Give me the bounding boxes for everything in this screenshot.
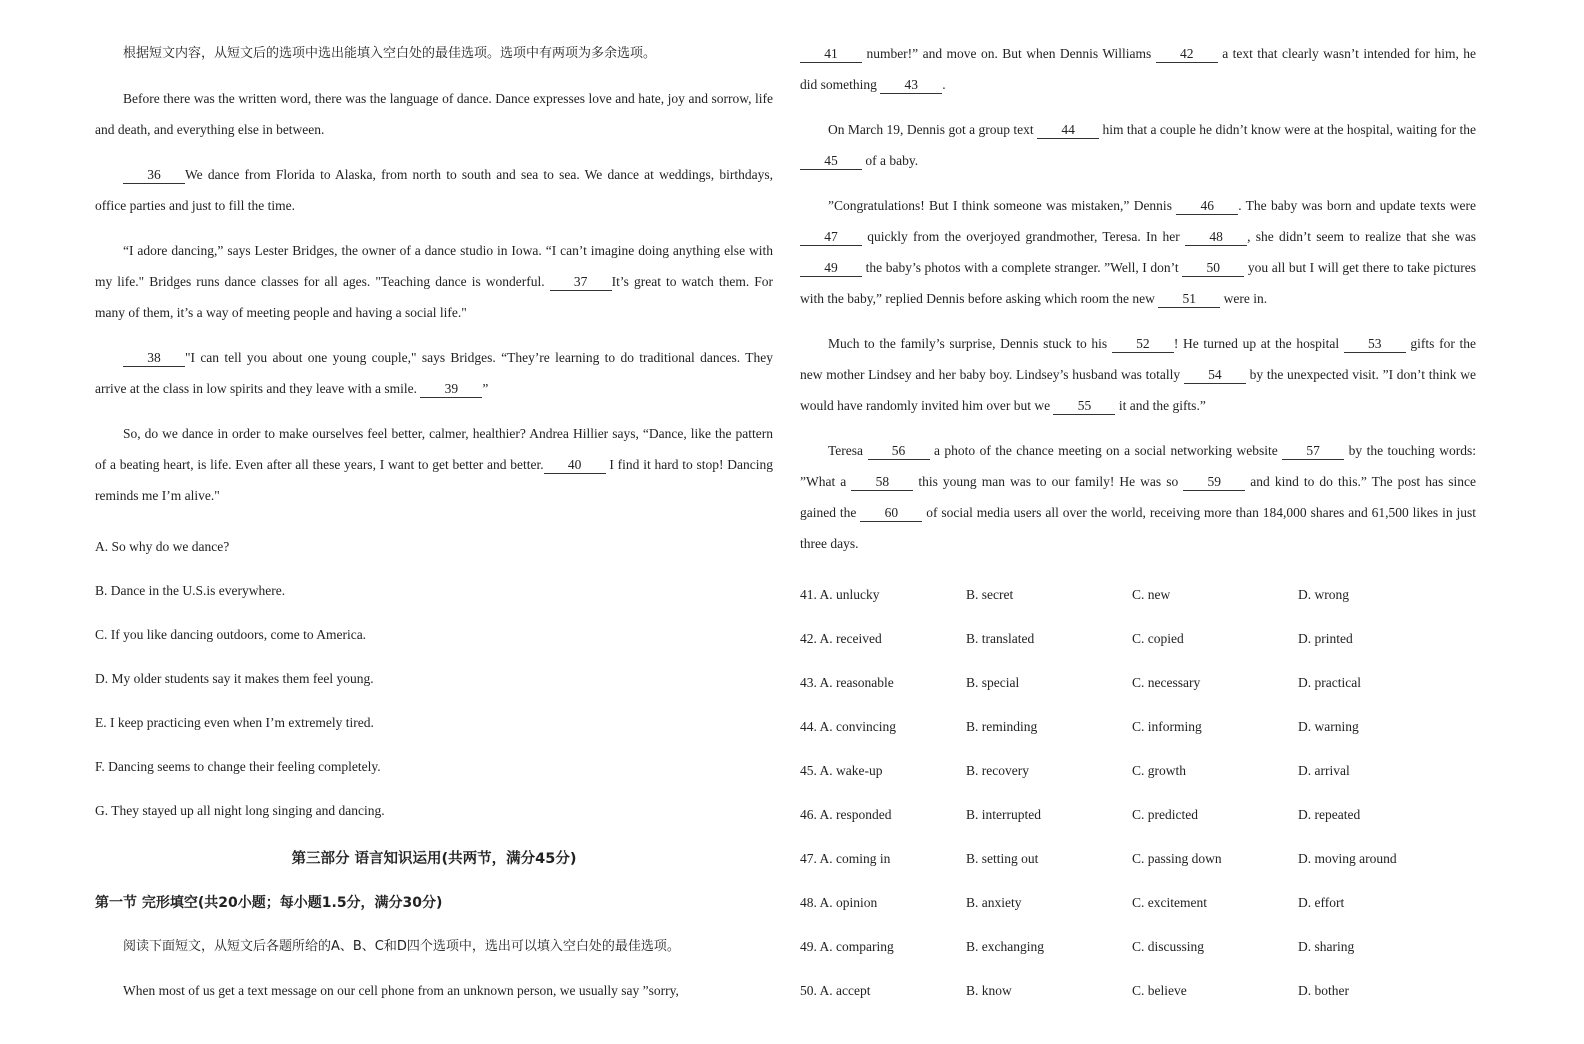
choice-row-41	[800, 573, 1476, 617]
passage-paragraph-1: Before there was the written word, there was the language of dance. Dance expresses love and hate, joy and sorrow, life and death, and everything else in between.	[95, 91, 773, 137]
choice-c: C. discussing	[1132, 939, 1205, 954]
paragraph-5-text-a: So, do we dance in order to make ourselves feel better, calmer, healthier? Andrea Hillier says, “Dance, like the pattern of a beating heart, is life. Even after all these years, I want to get better and better.	[95, 426, 773, 472]
choice-a: 44. A. convincing	[800, 719, 896, 734]
cloze-paragraph-2	[800, 114, 1476, 176]
choice-d: D. sharing	[1298, 939, 1355, 954]
blank-50: 50	[1182, 260, 1244, 277]
choice-d: D. practical	[1298, 675, 1361, 690]
choice-a: 47. A. coming in	[800, 851, 891, 866]
paragraph-2-text: We dance from Florida to Alaska, from north to south and sea to sea. We dance at weddings, birthdays, office parties and just to fill the time.	[95, 167, 773, 213]
choice-row-45	[800, 749, 1476, 793]
cloze-text: you all but I will get there to take pictures with the baby,” replied Dennis before asking which room the new	[800, 260, 1477, 306]
blank-51: 51	[1158, 291, 1220, 308]
cloze-text: a photo of the chance meeting on a social networking website	[929, 443, 1283, 458]
choice-a: 41. A. unlucky	[800, 587, 880, 602]
blank-60: 60	[860, 505, 922, 522]
choice-d: D. wrong	[1298, 587, 1349, 602]
cloze-text: the baby’s photos with a complete stranger. ”Well, I don’t	[862, 260, 1183, 275]
cloze-text: of a baby.	[862, 153, 919, 168]
choice-a: 49. A. comparing	[800, 939, 894, 954]
blank-41: 41	[800, 46, 862, 63]
cloze-text: number!” and move on. But when Dennis Williams	[862, 46, 1156, 61]
choice-d: D. repeated	[1298, 807, 1361, 822]
choice-b: B. setting out	[966, 851, 1039, 866]
choice-b: B. secret	[966, 587, 1014, 602]
reading-instruction: 根据短文内容，从短文后的选项中选出能填入空白处的最佳选项。选项中有两项为多余选项。	[123, 46, 657, 61]
choice-d: D. arrival	[1298, 763, 1350, 778]
right-column	[800, 38, 1476, 1013]
choice-a: 46. A. responded	[800, 807, 892, 822]
cloze-text: .	[942, 77, 946, 92]
choice-c: C. necessary	[1132, 675, 1201, 690]
passage-paragraph-2	[95, 159, 773, 221]
cloze-paragraph-3	[800, 190, 1476, 314]
choice-c: C. passing down	[1132, 851, 1222, 866]
option-e: E. I keep practicing even when I’m extremely tired.	[95, 715, 374, 730]
choice-b: B. reminding	[966, 719, 1038, 734]
blank-59: 59	[1183, 474, 1245, 491]
choice-d: D. effort	[1298, 895, 1345, 910]
blank-36: 36	[123, 167, 185, 184]
choice-b: B. special	[966, 675, 1020, 690]
choice-b: B. exchanging	[966, 939, 1044, 954]
choice-c: C. copied	[1132, 631, 1184, 646]
passage-paragraph-3	[95, 235, 773, 328]
cloze-text: Teresa	[828, 443, 868, 458]
part-3-heading: 第三部分 语言知识运用(共两节，满分45分)	[291, 851, 577, 867]
blank-48: 48	[1185, 229, 1247, 246]
choice-a: 48. A. opinion	[800, 895, 878, 910]
paragraph-4-text-a: "I can tell you about one young couple," says Bridges. “They’re learning to do traditional dances. They arrive at the class in low spirits and they leave with a smile.	[95, 350, 773, 396]
choice-b: B. interrupted	[966, 807, 1041, 822]
choice-row-49	[800, 925, 1476, 969]
choice-row-46	[800, 793, 1476, 837]
blank-39: 39	[420, 381, 482, 398]
blank-49: 49	[800, 260, 862, 277]
cloze-text: gifts for the new mother Lindsey and her baby boy. Lindsey’s husband was totally	[800, 336, 1476, 382]
cloze-instruction: 阅读下面短文，从短文后各题所给的A、B、C和D四个选项中，选出可以填入空白处的最佳选项。	[123, 939, 680, 954]
blank-54: 54	[1184, 367, 1246, 384]
choice-c: C. predicted	[1132, 807, 1198, 822]
left-column	[95, 38, 773, 1013]
option-d: D. My older students say it makes them feel young.	[95, 671, 374, 686]
passage-paragraph-4	[95, 342, 773, 404]
option-a: A. So why do we dance?	[95, 539, 230, 554]
passage-paragraph-5	[95, 418, 773, 511]
blank-37: 37	[550, 274, 612, 291]
blank-46: 46	[1176, 198, 1238, 215]
paragraph-3-text-b: It’s great to watch them. For many of them, it’s a way of meeting people and having a social life."	[95, 274, 773, 320]
blank-44: 44	[1037, 122, 1099, 139]
choice-row-48	[800, 881, 1476, 925]
blank-58: 58	[851, 474, 913, 491]
option-f: F. Dancing seems to change their feeling completely.	[95, 759, 381, 774]
blank-52: 52	[1112, 336, 1174, 353]
cloze-text: it and the gifts.”	[1115, 398, 1206, 413]
answer-options	[95, 525, 773, 833]
cloze-text: . The baby was born and update texts were	[1238, 198, 1476, 213]
option-b: B. Dance in the U.S.is everywhere.	[95, 583, 286, 598]
cloze-text: ! He turned up at the hospital	[1173, 336, 1344, 351]
blank-55: 55	[1053, 398, 1115, 415]
choice-b: B. know	[966, 983, 1012, 998]
blank-53: 53	[1344, 336, 1406, 353]
cloze-text: of social media users all over the world, receiving more than 184,000 shares and 61,500 likes in just three days.	[800, 505, 1476, 551]
cloze-text: , she didn’t seem to realize that she was	[1247, 229, 1476, 244]
cloze-text: Much to the family’s surprise, Dennis stuck to his	[828, 336, 1112, 351]
choice-c: C. new	[1132, 587, 1171, 602]
choice-a: 45. A. wake-up	[800, 763, 883, 778]
blank-45: 45	[800, 153, 862, 170]
cloze-text: were in.	[1220, 291, 1268, 306]
cloze-text: and kind to do this.” The post has since gained the	[800, 474, 1477, 520]
cloze-choices	[800, 573, 1476, 1013]
cloze-text: On March 19, Dennis got a group text	[828, 122, 1038, 137]
blank-57: 57	[1282, 443, 1344, 460]
cloze-text: him that a couple he didn’t know were at the hospital, waiting for the	[1099, 122, 1476, 137]
choice-d: D. bother	[1298, 983, 1349, 998]
blank-38: 38	[123, 350, 185, 367]
choice-b: B. translated	[966, 631, 1035, 646]
choice-a: 43. A. reasonable	[800, 675, 894, 690]
choice-d: D. printed	[1298, 631, 1353, 646]
choice-b: B. recovery	[966, 763, 1029, 778]
blank-42: 42	[1156, 46, 1218, 63]
choice-d: D. warning	[1298, 719, 1359, 734]
choice-row-47	[800, 837, 1476, 881]
choice-c: C. believe	[1132, 983, 1187, 998]
choice-row-43	[800, 661, 1476, 705]
choice-b: B. anxiety	[966, 895, 1022, 910]
cloze-passage-start: When most of us get a text message on our cell phone from an unknown person, we usually say ”sorry,	[123, 983, 679, 998]
blank-47: 47	[800, 229, 862, 246]
cloze-text: by the touching words: ”What a	[800, 443, 1476, 489]
cloze-text: a text that clearly wasn’t intended for him, he did something	[800, 46, 1476, 92]
paragraph-5-text-b: I find it hard to stop! Dancing reminds me I’m alive."	[95, 457, 773, 503]
paragraph-4-text-b: ”	[482, 381, 489, 396]
cloze-text: this young man was to our family! He was so	[913, 474, 1184, 489]
choice-c: C. informing	[1132, 719, 1202, 734]
cloze-paragraph-4	[800, 328, 1476, 421]
blank-40: 40	[544, 457, 606, 474]
choice-c: C. excitement	[1132, 895, 1207, 910]
option-c: C. If you like dancing outdoors, come to America.	[95, 627, 367, 642]
option-g: G. They stayed up all night long singing and dancing.	[95, 803, 385, 818]
choice-row-50	[800, 969, 1476, 1013]
cloze-paragraph-1	[800, 38, 1476, 100]
choice-row-44	[800, 705, 1476, 749]
cloze-text: by the unexpected visit. ”I don’t think we would have randomly invited him over but we	[800, 367, 1476, 413]
paragraph-3-text-a: “I adore dancing,” says Lester Bridges, the owner of a dance studio in Iowa. “I can’t imagine doing anything else with my life." Bridges runs dance classes for all ages. "Teaching dance is wonderful.	[95, 243, 773, 289]
cloze-text: ”Congratulations! But I think someone was mistaken,” Dennis	[828, 198, 1177, 213]
choice-c: C. growth	[1132, 763, 1186, 778]
choice-row-42	[800, 617, 1476, 661]
cloze-text: quickly from the overjoyed grandmother, Teresa. In her	[862, 229, 1186, 244]
blank-56: 56	[868, 443, 930, 460]
cloze-paragraph-5	[800, 435, 1476, 559]
blank-43: 43	[880, 77, 942, 94]
choice-a: 50. A. accept	[800, 983, 871, 998]
section-1-heading: 第一节 完形填空(共20小题；每小题1.5分，满分30分)	[95, 895, 443, 911]
choice-a: 42. A. received	[800, 631, 882, 646]
choice-d: D. moving around	[1298, 851, 1397, 866]
